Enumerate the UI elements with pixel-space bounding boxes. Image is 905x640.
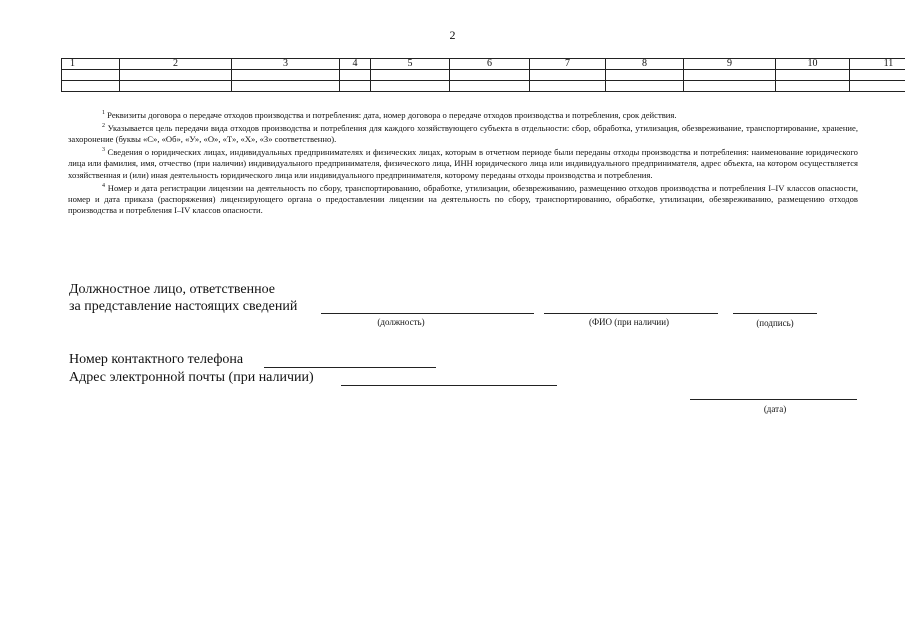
footnote-text: Сведения о юридических лицах, индивидуальных предпринимателях и физических лицах, которым в отчетном периоде были переданы отходы производства и потребления: наименование юридического лица или фамилия, имя, отчество (при наличии) индивидуального предпринимателя, физического лица, ИНН юридического лица или индивидуального предпринимателя, адрес объекта, на котором осуществляется хозяйственная и (или) иная деятельность юридического лица или индивидуального предпринимателя, которому переданы отходы производства и потребления. — [68, 147, 858, 180]
footnote-mark: 4 — [102, 182, 105, 189]
table-cell[interactable] — [530, 81, 606, 92]
column-number: 11 — [850, 59, 905, 70]
column-number: 6 — [450, 59, 530, 70]
table-cell[interactable] — [371, 81, 450, 92]
table-cell[interactable] — [232, 81, 340, 92]
footnote-text: Номер и дата регистрации лицензии на деятельность по сбору, транспортированию, обработке, утилизации, обезвреживанию, размещению отходов производства и потребления I–IV классов опасности, номер и дата приказа (распоряжения) лицензирующего органа о предоставлении лицензии на деятельность по сбору, транспортированию, обработке, утилизации, обезвреживанию, размещению отходов производства и потребления I–IV классов опасности. — [68, 182, 858, 216]
footnote-4 — [68, 181, 858, 216]
footnote-mark: 2 — [102, 123, 105, 130]
name-caption: (ФИО (при наличии) — [588, 317, 670, 327]
column-number: 1 — [62, 59, 120, 70]
table-cell[interactable] — [850, 70, 905, 81]
position-field[interactable] — [321, 313, 534, 314]
footnote-1 — [68, 108, 858, 121]
table-header-row — [62, 59, 905, 70]
footnote-3 — [68, 145, 858, 180]
report-table — [61, 58, 905, 92]
signature-field[interactable] — [733, 313, 817, 314]
position-caption: (должность) — [377, 317, 425, 327]
column-number: 8 — [606, 59, 684, 70]
name-field[interactable] — [544, 313, 718, 314]
table-cell[interactable] — [340, 70, 371, 81]
page-number: 2 — [449, 28, 456, 42]
table-cell[interactable] — [684, 70, 776, 81]
footnote-2 — [68, 121, 858, 145]
date-field[interactable] — [690, 399, 857, 400]
table-cell[interactable] — [776, 81, 850, 92]
column-number: 4 — [340, 59, 371, 70]
footnotes — [68, 108, 858, 216]
column-number: 2 — [120, 59, 232, 70]
footnote-text: Реквизиты договора о передаче отходов производства и потребления: дата, номер договора о передаче отходов производства и потребления, срок действия. — [107, 109, 677, 120]
table-cell[interactable] — [120, 81, 232, 92]
table-cell[interactable] — [450, 81, 530, 92]
official-label-line2: за представление настоящих сведений — [69, 299, 298, 314]
date-caption: (дата) — [763, 404, 787, 414]
email-field[interactable] — [341, 385, 557, 386]
table-cell[interactable] — [371, 70, 450, 81]
table-cell[interactable] — [606, 70, 684, 81]
table-cell[interactable] — [530, 70, 606, 81]
footnote-mark: 1 — [102, 110, 105, 116]
footnote-text: Указывается цель передачи вида отходов производства и потребления для каждого хозяйствующего субъекта в отдельности: сбор, обработка, утилизация, обезвреживание, транспортирование, хранение, захоронение (буквы «С», «Об», «У», «О», «Т», «Х», «З» соответственно). — [68, 122, 858, 145]
table-cell[interactable] — [340, 81, 371, 92]
table-cell[interactable] — [62, 70, 120, 81]
table-row — [62, 70, 905, 81]
table-row — [62, 81, 905, 92]
footnote-mark: 3 — [102, 147, 105, 154]
table-cell[interactable] — [120, 70, 232, 81]
column-number: 9 — [684, 59, 776, 70]
table-cell[interactable] — [232, 70, 340, 81]
table-cell[interactable] — [606, 81, 684, 92]
signature-caption: (подпись) — [756, 318, 794, 328]
column-number: 5 — [371, 59, 450, 70]
table-cell[interactable] — [776, 70, 850, 81]
column-number: 7 — [530, 59, 606, 70]
table-cell[interactable] — [62, 81, 120, 92]
email-label: Адрес электронной почты (при наличии) — [69, 370, 314, 385]
phone-label: Номер контактного телефона — [69, 352, 244, 367]
column-number: 3 — [232, 59, 340, 70]
column-number: 10 — [776, 59, 850, 70]
official-label-line1: Должностное лицо, ответственное — [69, 282, 275, 297]
table-cell[interactable] — [684, 81, 776, 92]
table-cell[interactable] — [850, 81, 905, 92]
table-cell[interactable] — [450, 70, 530, 81]
phone-field[interactable] — [264, 367, 436, 368]
